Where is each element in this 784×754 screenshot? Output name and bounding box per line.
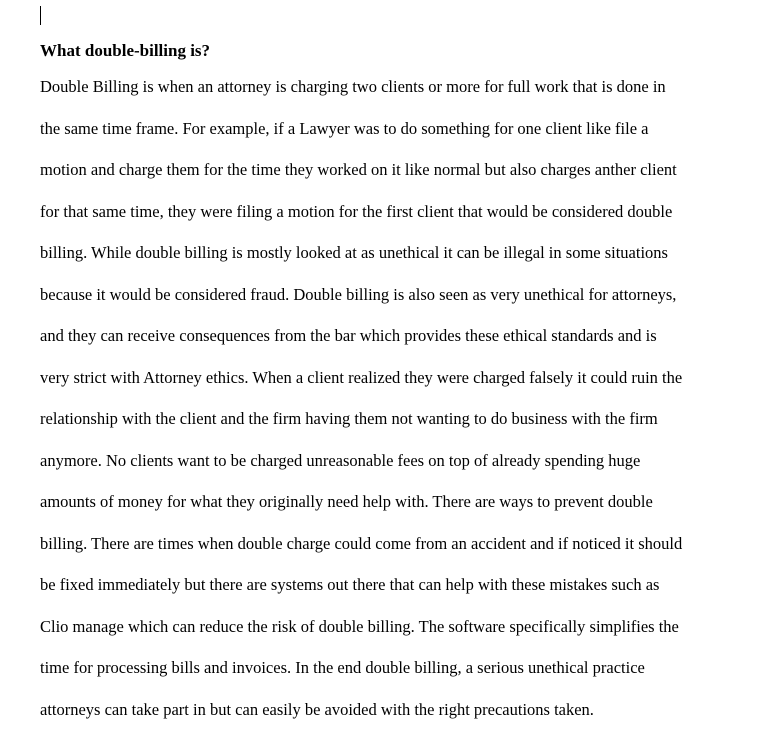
paragraph-line: billing. There are times when double charge could come from an accident and if noticed it should [40,533,683,553]
document-paragraph [40,75,760,739]
document-heading: What double-billing is? [40,41,211,60]
paragraph-line: the same time frame. For example, if a Lawyer was to do something for one client like file a [40,118,649,138]
paragraph-line: Clio manage which can reduce the risk of double billing. The software specifically simplifies the [40,616,679,636]
paragraph-line: be fixed immediately but there are systems out there that can help with these mistakes such as [40,575,660,594]
paragraph-line: attorneys can take part in but can easily be avoided with the right precautions taken. [40,699,594,719]
paragraph-line: Double Billing is when an attorney is charging two clients or more for full work that is done in [40,77,666,96]
paragraph-line: for that same time, they were filing a motion for the first client that would be considered double [40,201,673,221]
paragraph-line: anymore. No clients want to be charged unreasonable fees on top of already spending huge [40,450,641,470]
paragraph-line: time for processing bills and invoices. In the end double billing, a serious unethical practice [40,658,645,677]
paragraph-line: amounts of money for what they originally need help with. There are ways to prevent double [40,492,653,511]
text-cursor [40,6,41,25]
paragraph-line: very strict with Attorney ethics. When a client realized they were charged falsely it could ruin the [40,367,683,387]
paragraph-line: billing. While double billing is mostly looked at as unethical it can be illegal in some situations [40,243,668,262]
paragraph-line: because it would be considered fraud. Double billing is also seen as very unethical for attorneys, [40,284,677,304]
paragraph-line: motion and charge them for the time they worked on it like normal but also charges anther client [40,160,677,179]
paragraph-line: relationship with the client and the firm having them not wanting to do business with the firm [40,409,658,428]
paragraph-line: and they can receive consequences from the bar which provides these ethical standards and is [40,326,657,345]
